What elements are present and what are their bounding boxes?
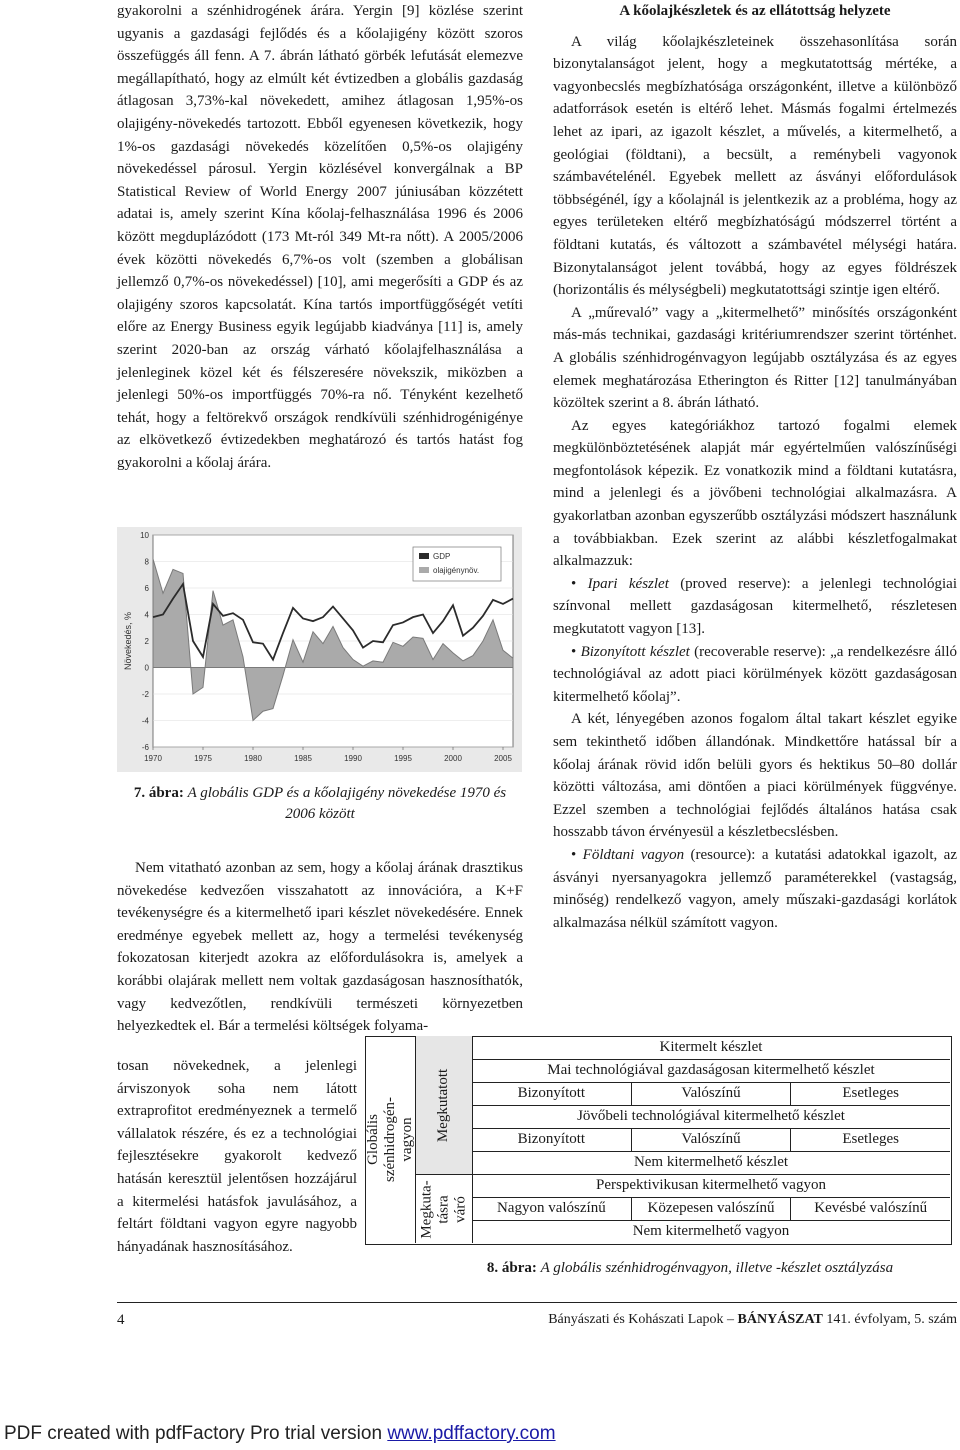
- x-tick-label: 1975: [194, 754, 212, 763]
- legend-label-oil: olajigénynöv.: [433, 566, 480, 575]
- y-tick-label: 10: [140, 531, 149, 540]
- figure-7-chart: [117, 527, 522, 772]
- cell-probable: Valószínű: [632, 1082, 792, 1105]
- page-number: 4: [117, 1312, 125, 1328]
- vertical-label-awaiting: Megkuta-tásra váró: [416, 1175, 473, 1243]
- term-proved-reserve: Ipari készlet: [587, 575, 669, 592]
- bullet-recoverable-reserve: • Bizonyított készlet (recoverable reserve): „a rendelkezésre álló technológiával az adott piaci körülmények között gazdaságosan kitermelhető kőolaj”.: [553, 643, 957, 705]
- pdf-banner-text: PDF created with pdfFactory Pro trial version: [4, 1423, 388, 1444]
- paragraph-innovation: Nem vitatható azonban az sem, hogy a kőolaj árának drasztikus növekedése kedvezően visszahatott az innovációra, a K+F tevékenységre és a kitermelhető ipari készlet növekedésére. Ennek eredménye egyebek mellett az, hogy a termelési tevékenység fokozatosan kiterjedt azokra az előfordulásokra is, amelyek a korábbi olajárak mellett nem voltak gazdaságosan hasznosíthatók, vagy kedvezőtlen, rendkívüli természeti környezetben helyezkedtek el. Bár a termelési költségek folyama-: [117, 860, 523, 1035]
- footer-rule: [117, 1302, 957, 1303]
- cell-probable: Valószínű: [632, 1128, 792, 1151]
- legend-swatch-oil: [419, 567, 429, 573]
- x-tick-label: 1990: [344, 754, 362, 763]
- paragraph-reserves-comparison: A világ kőolajkészleteinek összehasonlítása során bizonytalanságot jelent, hogy a megkutatottság mértéke, a vagyonbecslés megbízhatósága országonként, illetve a különböző adatforrások esetén is eltérő lehet. Másmás fogalmi értelmezés lehet az ipari, az igazolt készlet, a művelés, a kitermelhető, a geológiai (földtani), a becsült, a reménybeli vagyonok számbavételénél. Egyebek mellett az ásványi előfordulások többségénél, így a kőolajnál is jelentkezik az a probléma, hogy az egyes területeken eltérő megbízhatóságú módszerrel történt a földtani kutatás, és változott a számbavétel mélységi határa. Bizonytalanságot jelent továbbá, hogy az egyes földrészek (horizontális és mélységbeli) megkutatottsági szintje igen eltérő.: [553, 33, 957, 299]
- legend-label-gdp: GDP: [433, 552, 451, 561]
- row-future-categories: [472, 1128, 950, 1152]
- y-tick-label: 0: [144, 663, 149, 673]
- section-heading: A kőolajkészletek és az ellátottság helyzete: [619, 3, 891, 19]
- paragraph-reserve-variability: A két, lényegében azonos fogalom által takart készlet egyike sem tekinthető időben állandónak. Mindkettőre hatással bír a kőolaj árának rövid időn belüli gyors és hektikus 50–80 dollár közötti változása, ami döntően a piaci körülmények függvénye. Ezzel szemben a technológiai fejlődés általános hatása csak hosszabb távon érvényesül a készletbecslésben.: [553, 711, 957, 841]
- cell-proven: Bizonyított: [472, 1082, 632, 1105]
- y-tick-label: 4: [144, 610, 149, 620]
- x-tick-label: 1985: [294, 754, 312, 763]
- text-resource: (resource): a kutatási adatokkal igazolt, az ásványi nyersanyagokra jellemző paraméterekkel (vastagság, minőség) rendelkező vagyon, amely műszaki-gazdasági korlátok alkalmazása nélkül számított vagyon.: [553, 846, 957, 931]
- x-tick-label: 1970: [144, 754, 162, 763]
- paragraph-probabilistic: Az egyes kategóriákhoz tartozó fogalmi elemek megkülönböztetésének alapját már egyértelműen valószínűségi megfontolások képezik. Ez vonatkozik mind a földtani kutatásra, mind a jelenlegi és a jövőbeni technológiai alkalmazásra. A gyakorlatban azonban egyszerűbb osztályzási módszert használunk a továbbiakban. Ezek szerint az alábbi készletfogalmakat alkalmazzuk:: [553, 417, 957, 570]
- term-recoverable-reserve: Bizonyított készlet: [580, 643, 690, 660]
- figure-8-caption-text: A globális szénhidrogénvagyon, illetve -készlet osztályzása: [540, 1260, 894, 1276]
- bullet-resource: • Földtani vagyon (resource): a kutatási adatokkal igazolt, az ásványi nyersanyagokra jellemző paraméterekkel (vastagság, minőség) rendelkező vagyon, amely műszaki-gazdasági korlátok alkalmazása nélkül számított vagyon.: [553, 846, 957, 931]
- row-not-extractable-resource: Nem kitermelhető vagyon: [632, 1223, 790, 1239]
- left-narrow-text: [117, 1040, 357, 1273]
- cell-very-likely: Nagyon valószínű: [472, 1197, 632, 1220]
- cell-less-likely: Kevésbé valószínű: [814, 1200, 928, 1216]
- figure-7-caption-text: A globális GDP és a kőolajigény növekedése 1970 és 2006 között: [187, 785, 507, 822]
- row-current-categories: [472, 1082, 950, 1106]
- legend: [413, 547, 501, 581]
- journal-name: BÁNYÁSZAT: [737, 1312, 823, 1327]
- row-future-tech: Jövőbeli technológiával kitermelhető készlet: [472, 1105, 950, 1129]
- pdf-banner: [0, 1423, 960, 1445]
- row-not-extractable-reserve: Nem kitermelhető készlet: [472, 1151, 950, 1175]
- legend-swatch-gdp: [419, 553, 429, 559]
- y-tick-label: -6: [141, 743, 149, 752]
- cell-moderately-likely: Közepesen valószínű: [632, 1197, 792, 1220]
- y-tick-label: -2: [141, 690, 149, 699]
- right-column: [553, 0, 957, 934]
- figure-7-caption: [117, 783, 523, 825]
- left-column: [117, 0, 523, 474]
- left-bottom-text: [117, 842, 523, 1053]
- figure-8-caption: [430, 1258, 950, 1279]
- x-tick-label: 2000: [444, 754, 462, 763]
- x-tick-label: 1995: [394, 754, 412, 763]
- cell-possible: Esetleges: [842, 1085, 899, 1101]
- cell-possible: Esetleges: [842, 1131, 899, 1147]
- y-axis-label: Növekedés, %: [123, 611, 133, 671]
- x-tick-label: 1980: [244, 754, 262, 763]
- figure-8-label: 8. ábra:: [486, 1260, 537, 1276]
- journal-prefix: Bányászati és Kohászati Lapok –: [548, 1312, 738, 1327]
- y-tick-label: -4: [141, 716, 149, 726]
- cell-proven: Bizonyított: [472, 1128, 632, 1151]
- figure-8-diagram: [365, 1036, 960, 1251]
- journal-suffix: 141. évfolyam, 5. szám: [822, 1312, 957, 1327]
- term-resource: Földtani vagyon: [582, 846, 685, 863]
- text-proved-reserve: (proved reserve): a jelenlegi technológiai színvonal mellett gazdaságosan kitermelhető, részletesen megkutatott vagyon [13].: [553, 575, 957, 638]
- x-tick-label: 2005: [494, 754, 512, 763]
- journal-info: [540, 1312, 957, 1328]
- row-prospective: Perspektivikusan kitermelhető vagyon: [472, 1174, 950, 1198]
- legend-box: [413, 547, 501, 581]
- text-recoverable-reserve: (recoverable reserve): „a rendelkezésre álló technológiával az adott piaci körülmények között gazdaságosan kitermelhető kőolaj”.: [553, 643, 957, 705]
- pdffactory-link[interactable]: www.pdffactory.com: [387, 1423, 556, 1444]
- row-prospective-categories: [472, 1197, 950, 1221]
- bullet-proved-reserve: • Ipari készlet (proved reserve): a jelenlegi technológiai színvonal mellett gazdaságosan kitermelhető, részletesen megkutatott vagyon [13].: [553, 575, 957, 638]
- paragraph-china-oil-demand: gyakorolni a szénhidrogének árára. Yergin [9] közlése szerint ugyanis a gazdasági fejlődés és a kőolajigény között szoros összefüggés áll fenn. A 7. ábrán látható görbék lefutását elemezve megállapítható, hogy az elmúlt két évtizedben a globális gazdaság átlagosan 3,73%-kal növekedett, amihez átlagosan 1,95%-os olajigény-növekedés tartozott. Ebből egyenesen következik, hogy 1%-os gazdasági növekedés közelítően 0,5%-os olajigény növekedéssel párosul. Yergin közlésével konvergálnak a BP Statistical Review of World Energy 2007 júniusában közzétett adatai is, amely szerint Kína kőolaj-felhasználása 1996 és 2006 között megduplázódott (173 Mt-ról 349 Mt-ra nőtt). A 2005/2006 évek közötti növekedés 6,7%-os volt (szemben a globálisan jellemző 0,7%-os növekedéssel) [10], ami megerősíti a GDP és az olajigény szoros kapcsolatát. Kína tartós importfüggőségét vetíti előre az Energy Business egyik legújabb kiadványa [11] is, amely szerint 2020-ban az ország várható kőolajfelhasználása a jelenleginek közel két és félszeresére növekszik, miközben a jelenlegi 50%-os importfüggés 70%-ra nő. Tényként kezelhető tehát, hogy a feltörekvő országok rendkívüli szénhidrogénigénye az elkövetkező évtizedekben meghatározó és tartós hatást fog gyakorolni a kőolaj árára.: [117, 3, 523, 471]
- paragraph-classification: A „műrevaló” vagy a „kitermelhető” minősítés országonként más-más technikai, gazdasági kritériumrendszer szerint történhet. A globális szénhidrogénvagyon legújabb osztályzása és az egyes elemek meghatározása Etherington és Ritter [12] tanulmányában közöltek szerint a 8. ábrán látható.: [553, 304, 957, 412]
- figure-7-label: 7. ábra:: [133, 785, 184, 801]
- row-current-tech: Mai technológiával gazdaságosan kitermelhető készlet: [472, 1059, 950, 1083]
- paragraph-innovation-cont: tosan növekednek, a jelenlegi árviszonyok soha nem látott extraprofitot eredményeznek a termelő vállalatok részére, és ez a technológiai fejlesztésekre gyakorolt kedvező hatásán keresztül jelentősen hozzájárul a kitermelési hatásfok javulásához, a feltárt földtani vagyon egyre nagyobb hányadának hasznosításához.: [117, 1058, 357, 1255]
- y-tick-label: 8: [144, 557, 149, 567]
- y-tick-label: 6: [144, 584, 149, 593]
- row-extracted: Kitermelt készlet: [472, 1036, 950, 1060]
- y-tick-label: 2: [144, 637, 149, 646]
- vertical-label-explored: Megkutatott: [416, 1036, 473, 1175]
- vertical-label-global: Globális szénhidrogén-vagyon: [365, 1036, 416, 1243]
